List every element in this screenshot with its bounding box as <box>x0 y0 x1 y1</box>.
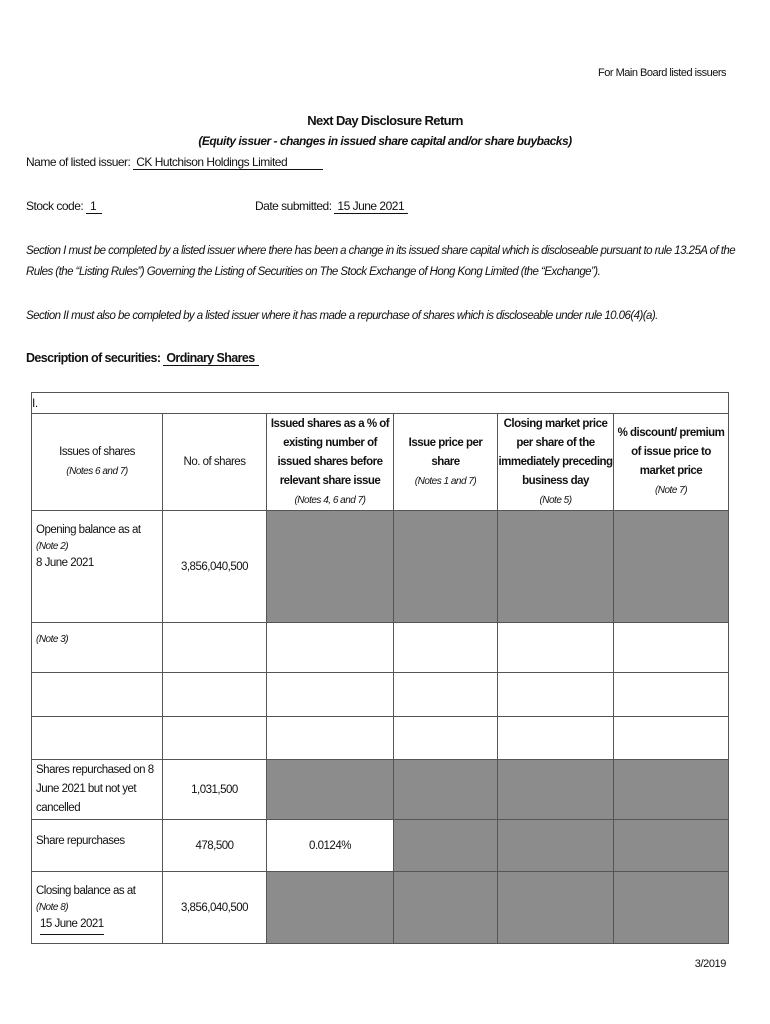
document-title: Next Day Disclosure Return <box>307 113 463 128</box>
share-repurchases-row <box>32 820 729 872</box>
shaded-cell <box>394 760 498 820</box>
section-two-instructions: Section II must also be completed by a listed issuer where it has made a repurchase of shares which is discloseable under rule 10.06(4)(a). <box>26 310 658 322</box>
issuer-name-field <box>26 155 323 170</box>
closing-balance-note: (Note 8) <box>36 902 69 913</box>
header-percent-issued <box>267 414 394 511</box>
header-discount-text: % discount/ premium of issue price to market price <box>617 427 725 477</box>
header-percent-note: (Notes 4, 6 and 7) <box>294 494 366 506</box>
share-repurchases-shares: 478,500 <box>163 820 267 872</box>
board-type-note: For Main Board listed issuers <box>598 67 726 79</box>
description-value: Ordinary Shares <box>163 351 258 366</box>
empty-cell <box>394 717 498 760</box>
empty-cell <box>394 623 498 673</box>
empty-cell <box>394 673 498 717</box>
empty-cell <box>614 717 729 760</box>
opening-balance-date: 8 June 2021 <box>36 557 94 569</box>
share-repurchases-label: Share repurchases <box>32 820 163 872</box>
empty-cell <box>614 673 729 717</box>
opening-balance-shares: 3,856,040,500 <box>163 511 267 623</box>
header-closing-price <box>498 414 614 511</box>
note3-row <box>32 623 729 673</box>
header-closing-price-text: Closing market price per share of the immediately preceding business day <box>498 417 613 487</box>
empty-cell <box>498 673 614 717</box>
empty-cell <box>32 717 163 760</box>
closing-balance-label: Closing balance as at <box>36 885 136 897</box>
description-of-securities <box>26 351 259 366</box>
shaded-cell <box>394 820 498 872</box>
closing-balance-label-cell <box>32 872 163 944</box>
issuer-name-label: Name of listed issuer: <box>26 155 131 169</box>
repurchased-not-cancelled-row <box>32 760 729 820</box>
opening-balance-row <box>32 511 729 623</box>
closing-balance-row <box>32 872 729 944</box>
blank-row <box>32 717 729 760</box>
header-issues-note: (Notes 6 and 7) <box>66 466 128 477</box>
header-discount-note: (Note 7) <box>654 485 688 496</box>
header-issue-price-note: (Notes 1 and 7) <box>414 475 477 487</box>
note3-label: (Note 3) <box>36 634 69 645</box>
date-submitted-field <box>255 199 408 214</box>
empty-cell <box>498 623 614 673</box>
shaded-cell <box>614 820 729 872</box>
empty-cell <box>267 623 394 673</box>
share-capital-table <box>31 392 729 944</box>
shaded-cell <box>267 511 394 623</box>
stock-code-value: 1 <box>86 199 102 214</box>
date-submitted-value: 15 June 2021 <box>334 199 408 214</box>
empty-cell <box>498 717 614 760</box>
header-issues-of-shares <box>32 414 163 511</box>
shaded-cell <box>614 872 729 944</box>
shaded-cell <box>498 511 614 623</box>
repurchased-not-cancelled-shares: 1,031,500 <box>163 760 267 820</box>
shaded-cell <box>498 760 614 820</box>
shaded-cell <box>498 820 614 872</box>
opening-balance-label-cell <box>32 511 163 623</box>
share-repurchases-percent: 0.0124% <box>267 820 394 872</box>
header-discount-premium <box>614 414 729 511</box>
empty-cell <box>267 717 394 760</box>
empty-cell <box>163 673 267 717</box>
date-submitted-label: Date submitted: <box>255 199 332 213</box>
opening-balance-label: Opening balance as at <box>36 524 141 536</box>
issuer-name-value: CK Hutchison Holdings Limited <box>133 155 323 170</box>
header-no-of-shares: No. of shares <box>163 414 267 511</box>
empty-cell <box>32 673 163 717</box>
header-issue-price <box>394 414 498 511</box>
header-issues-text: Issues of shares <box>59 446 135 458</box>
shaded-cell <box>267 872 394 944</box>
closing-balance-shares: 3,856,040,500 <box>163 872 267 944</box>
section-one-instructions: Section I must be completed by a listed issuer where there has been a change in its issued share capital which is discloseable pursuant to rule 13.25A of the Rules (the “Listing Rules”) Governing the Listing of Securities on The Stock Exchange of Hong Kong Limited (the “Exchange”). <box>26 245 736 278</box>
section-row <box>32 393 729 414</box>
closing-balance-date: 15 June 2021 <box>40 915 104 935</box>
section-label: I. <box>32 393 729 414</box>
header-percent-text: Issued shares as a % of existing number of issued shares before relevant share issue <box>270 417 390 487</box>
repurchased-not-cancelled-label: Shares repurchased on 8 June 2021 but not yet cancelled <box>32 760 163 820</box>
shaded-cell <box>614 760 729 820</box>
empty-cell <box>163 717 267 760</box>
stock-code-field <box>26 199 102 214</box>
empty-cell <box>267 673 394 717</box>
shaded-cell <box>394 511 498 623</box>
header-issue-price-text: Issue price per share <box>408 436 483 468</box>
header-row <box>32 414 729 511</box>
stock-code-label: Stock code: <box>26 199 84 213</box>
blank-row <box>32 673 729 717</box>
note3-cell <box>32 623 163 673</box>
shaded-cell <box>267 760 394 820</box>
form-version-note: 3/2019 <box>694 958 726 970</box>
header-closing-price-note: (Note 5) <box>539 494 572 506</box>
opening-balance-note: (Note 2) <box>36 541 69 552</box>
document-subtitle: (Equity issuer - changes in issued share capital and/or share buybacks) <box>198 134 572 148</box>
shaded-cell <box>394 872 498 944</box>
empty-cell <box>163 623 267 673</box>
shaded-cell <box>498 872 614 944</box>
empty-cell <box>614 623 729 673</box>
description-label: Description of securities: <box>26 351 161 365</box>
shaded-cell <box>614 511 729 623</box>
